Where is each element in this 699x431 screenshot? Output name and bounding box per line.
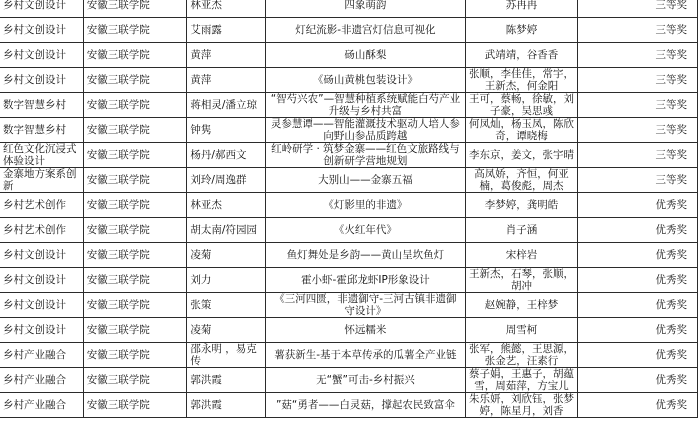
school-cell: 安徽三联学院 — [83, 243, 187, 268]
school-cell: 安徽三联学院 — [83, 0, 187, 18]
members-cell: 朱乐妍，刘欣钰，张梦婷，陈星月，刘香 — [465, 393, 578, 418]
members-cell: 赵婉静，王梓梦 — [465, 293, 578, 318]
members-cell: 何凤灿，杨玉凤，陈欣奇，谭晓梅 — [465, 118, 578, 143]
members-cell: 武靖靖，谷香香 — [465, 43, 578, 68]
school-cell: 安徽三联学院 — [83, 93, 187, 118]
award-cell: 优秀奖 — [578, 393, 698, 418]
school-cell: 安徽三联学院 — [83, 18, 187, 43]
members-cell: 陈梦婷 — [465, 18, 578, 43]
members-cell: 张顺，李佳佳，常宇，王新杰，何金阳 — [465, 68, 578, 93]
table-row — [0, 0, 698, 18]
category-cell: 乡村艺术创作 — [0, 193, 83, 218]
table-row — [0, 18, 698, 43]
award-cell: 优秀奖 — [578, 293, 698, 318]
project-cell: 砀山酥梨 — [266, 43, 465, 68]
project-cell: ”菇“勇者——白灵菇，撑起农民致富伞 — [266, 393, 465, 418]
members-cell: 王新杰，石琴，张顺，胡冲 — [465, 268, 578, 293]
award-cell: 三等奖 — [578, 18, 698, 43]
category-cell: 乡村产业融合 — [0, 393, 83, 418]
school-cell: 安徽三联学院 — [83, 193, 187, 218]
award-cell: 优秀奖 — [578, 368, 698, 393]
members-cell: 王可，蔡畅，徐敏，刘子豪，吴思彧 — [465, 93, 578, 118]
category-cell: 乡村文创设计 — [0, 293, 83, 318]
project-cell: 红岭研学 · 筑梦金寨——红色文旅路线与创新研学营地规划 — [266, 143, 465, 168]
award-cell: 三等奖 — [578, 93, 698, 118]
category-cell: 乡村文创设计 — [0, 43, 83, 68]
members-cell: 李梦婷，龚明皓 — [465, 193, 578, 218]
project-cell: 大别山——金寨五福 — [266, 168, 465, 193]
category-cell: 数字智慧乡村 — [0, 93, 83, 118]
category-cell: 乡村文创设计 — [0, 0, 83, 18]
table-row — [0, 193, 698, 218]
project-cell: “智芍兴农”—智慧种植系统赋能白芍产业升级与乡村共富 — [266, 93, 465, 118]
award-cell: 三等奖 — [578, 168, 698, 193]
project-cell: 鱼灯舞处是乡韵——黄山呈坎鱼灯 — [266, 243, 465, 268]
award-cell: 三等奖 — [578, 43, 698, 68]
advisor-cell: 郭洪霞 — [187, 368, 266, 393]
advisor-cell: 林亚杰 — [187, 0, 266, 18]
advisor-cell: 刘力 — [187, 268, 266, 293]
advisor-cell: 钟隽 — [187, 118, 266, 143]
project-cell: 无“蟹”可击-乡村振兴 — [266, 368, 465, 393]
project-cell: 《三河四匮，非遗御守-三河古镇非遗御守设计》 — [266, 293, 465, 318]
school-cell: 安徽三联学院 — [83, 218, 187, 243]
school-cell: 安徽三联学院 — [83, 318, 187, 343]
advisor-cell: 胡太南/符园园 — [187, 218, 266, 243]
members-cell: 张军，熊懿，王思源，张金艺，汪素行 — [465, 343, 578, 368]
advisor-cell: 黄萍 — [187, 43, 266, 68]
category-cell: 乡村文创设计 — [0, 68, 83, 93]
project-cell: 《砀山黄桃包装设计》 — [266, 68, 465, 93]
award-cell: 优秀奖 — [578, 193, 698, 218]
advisor-cell: 黄萍 — [187, 68, 266, 93]
award-cell: 优秀奖 — [578, 343, 698, 368]
table-row — [0, 393, 698, 418]
award-cell: 三等奖 — [578, 0, 698, 18]
table-row — [0, 243, 698, 268]
category-cell: 乡村艺术创作 — [0, 218, 83, 243]
award-cell: 三等奖 — [578, 143, 698, 168]
table-row — [0, 68, 698, 93]
category-cell: 数字智慧乡村 — [0, 118, 83, 143]
school-cell: 安徽三联学院 — [83, 393, 187, 418]
award-cell: 优秀奖 — [578, 243, 698, 268]
award-cell: 三等奖 — [578, 68, 698, 93]
project-cell: 薯获新生-基于本草传承的瓜薯全产业链 — [266, 343, 465, 368]
table-row — [0, 343, 698, 368]
members-cell: 苏冉冉 — [465, 0, 578, 18]
award-cell: 优秀奖 — [578, 318, 698, 343]
award-cell: 优秀奖 — [578, 268, 698, 293]
advisor-cell: 林亚杰 — [187, 193, 266, 218]
table-row — [0, 368, 698, 393]
advisor-cell: 刘玲/周逸群 — [187, 168, 266, 193]
project-cell: 灵参慧谭——智能灌溉技术驱动人培人参向野山参品质跨越 — [266, 118, 465, 143]
award-cell: 三等奖 — [578, 118, 698, 143]
table-row — [0, 318, 698, 343]
school-cell: 安徽三联学院 — [83, 68, 187, 93]
table-row — [0, 143, 698, 168]
category-cell: 乡村文创设计 — [0, 318, 83, 343]
advisor-cell: 郭洪霞 — [187, 393, 266, 418]
members-cell: 高凤娇，齐恒，何亚楠，葛俊彪，周杰 — [465, 168, 578, 193]
members-cell: 李东京，姜文，张宇晴 — [465, 143, 578, 168]
table-row — [0, 268, 698, 293]
category-cell: 乡村文创设计 — [0, 268, 83, 293]
project-cell: 四象萌韵 — [266, 0, 465, 18]
school-cell: 安徽三联学院 — [83, 293, 187, 318]
advisor-cell: 凌菊 — [187, 243, 266, 268]
project-cell: 《灯影里的非遗》 — [266, 193, 465, 218]
category-cell: 乡村产业融合 — [0, 368, 83, 393]
table-row — [0, 218, 698, 243]
table-row — [0, 93, 698, 118]
category-cell: 金寨地方案系创新 — [0, 168, 83, 193]
advisor-cell: 凌菊 — [187, 318, 266, 343]
project-cell: 霍小虾-霍邱龙虾IP形象设计 — [266, 268, 465, 293]
project-cell: 《火红年代》 — [266, 218, 465, 243]
advisor-cell: 蒋相灵/潘立琼 — [187, 93, 266, 118]
advisor-cell: 艾雨露 — [187, 18, 266, 43]
table-row — [0, 168, 698, 193]
school-cell: 安徽三联学院 — [83, 268, 187, 293]
category-cell: 红色文化沉浸式体验设计 — [0, 143, 83, 168]
school-cell: 安徽三联学院 — [83, 43, 187, 68]
advisor-cell: 张策 — [187, 293, 266, 318]
members-cell: 蔡子娟，王惠子，胡蕴雪，周茹萍，方宝儿 — [465, 368, 578, 393]
school-cell: 安徽三联学院 — [83, 168, 187, 193]
category-cell: 乡村文创设计 — [0, 18, 83, 43]
members-cell: 宋梓岩 — [465, 243, 578, 268]
advisor-cell: 邵永明 ，易克传 — [187, 343, 266, 368]
project-cell: 怀远糯米 — [266, 318, 465, 343]
category-cell: 乡村文创设计 — [0, 243, 83, 268]
members-cell: 肖子涵 — [465, 218, 578, 243]
table-row — [0, 118, 698, 143]
table-row — [0, 43, 698, 68]
school-cell: 安徽三联学院 — [83, 118, 187, 143]
school-cell: 安徽三联学院 — [83, 343, 187, 368]
table-row — [0, 293, 698, 318]
project-cell: 灯纪流影-非遗宫灯信息可视化 — [266, 18, 465, 43]
members-cell: 周雪柯 — [465, 318, 578, 343]
school-cell: 安徽三联学院 — [83, 143, 187, 168]
school-cell: 安徽三联学院 — [83, 368, 187, 393]
award-cell: 优秀奖 — [578, 218, 698, 243]
advisor-cell: 杨丹/郝西文 — [187, 143, 266, 168]
category-cell: 乡村产业融合 — [0, 343, 83, 368]
